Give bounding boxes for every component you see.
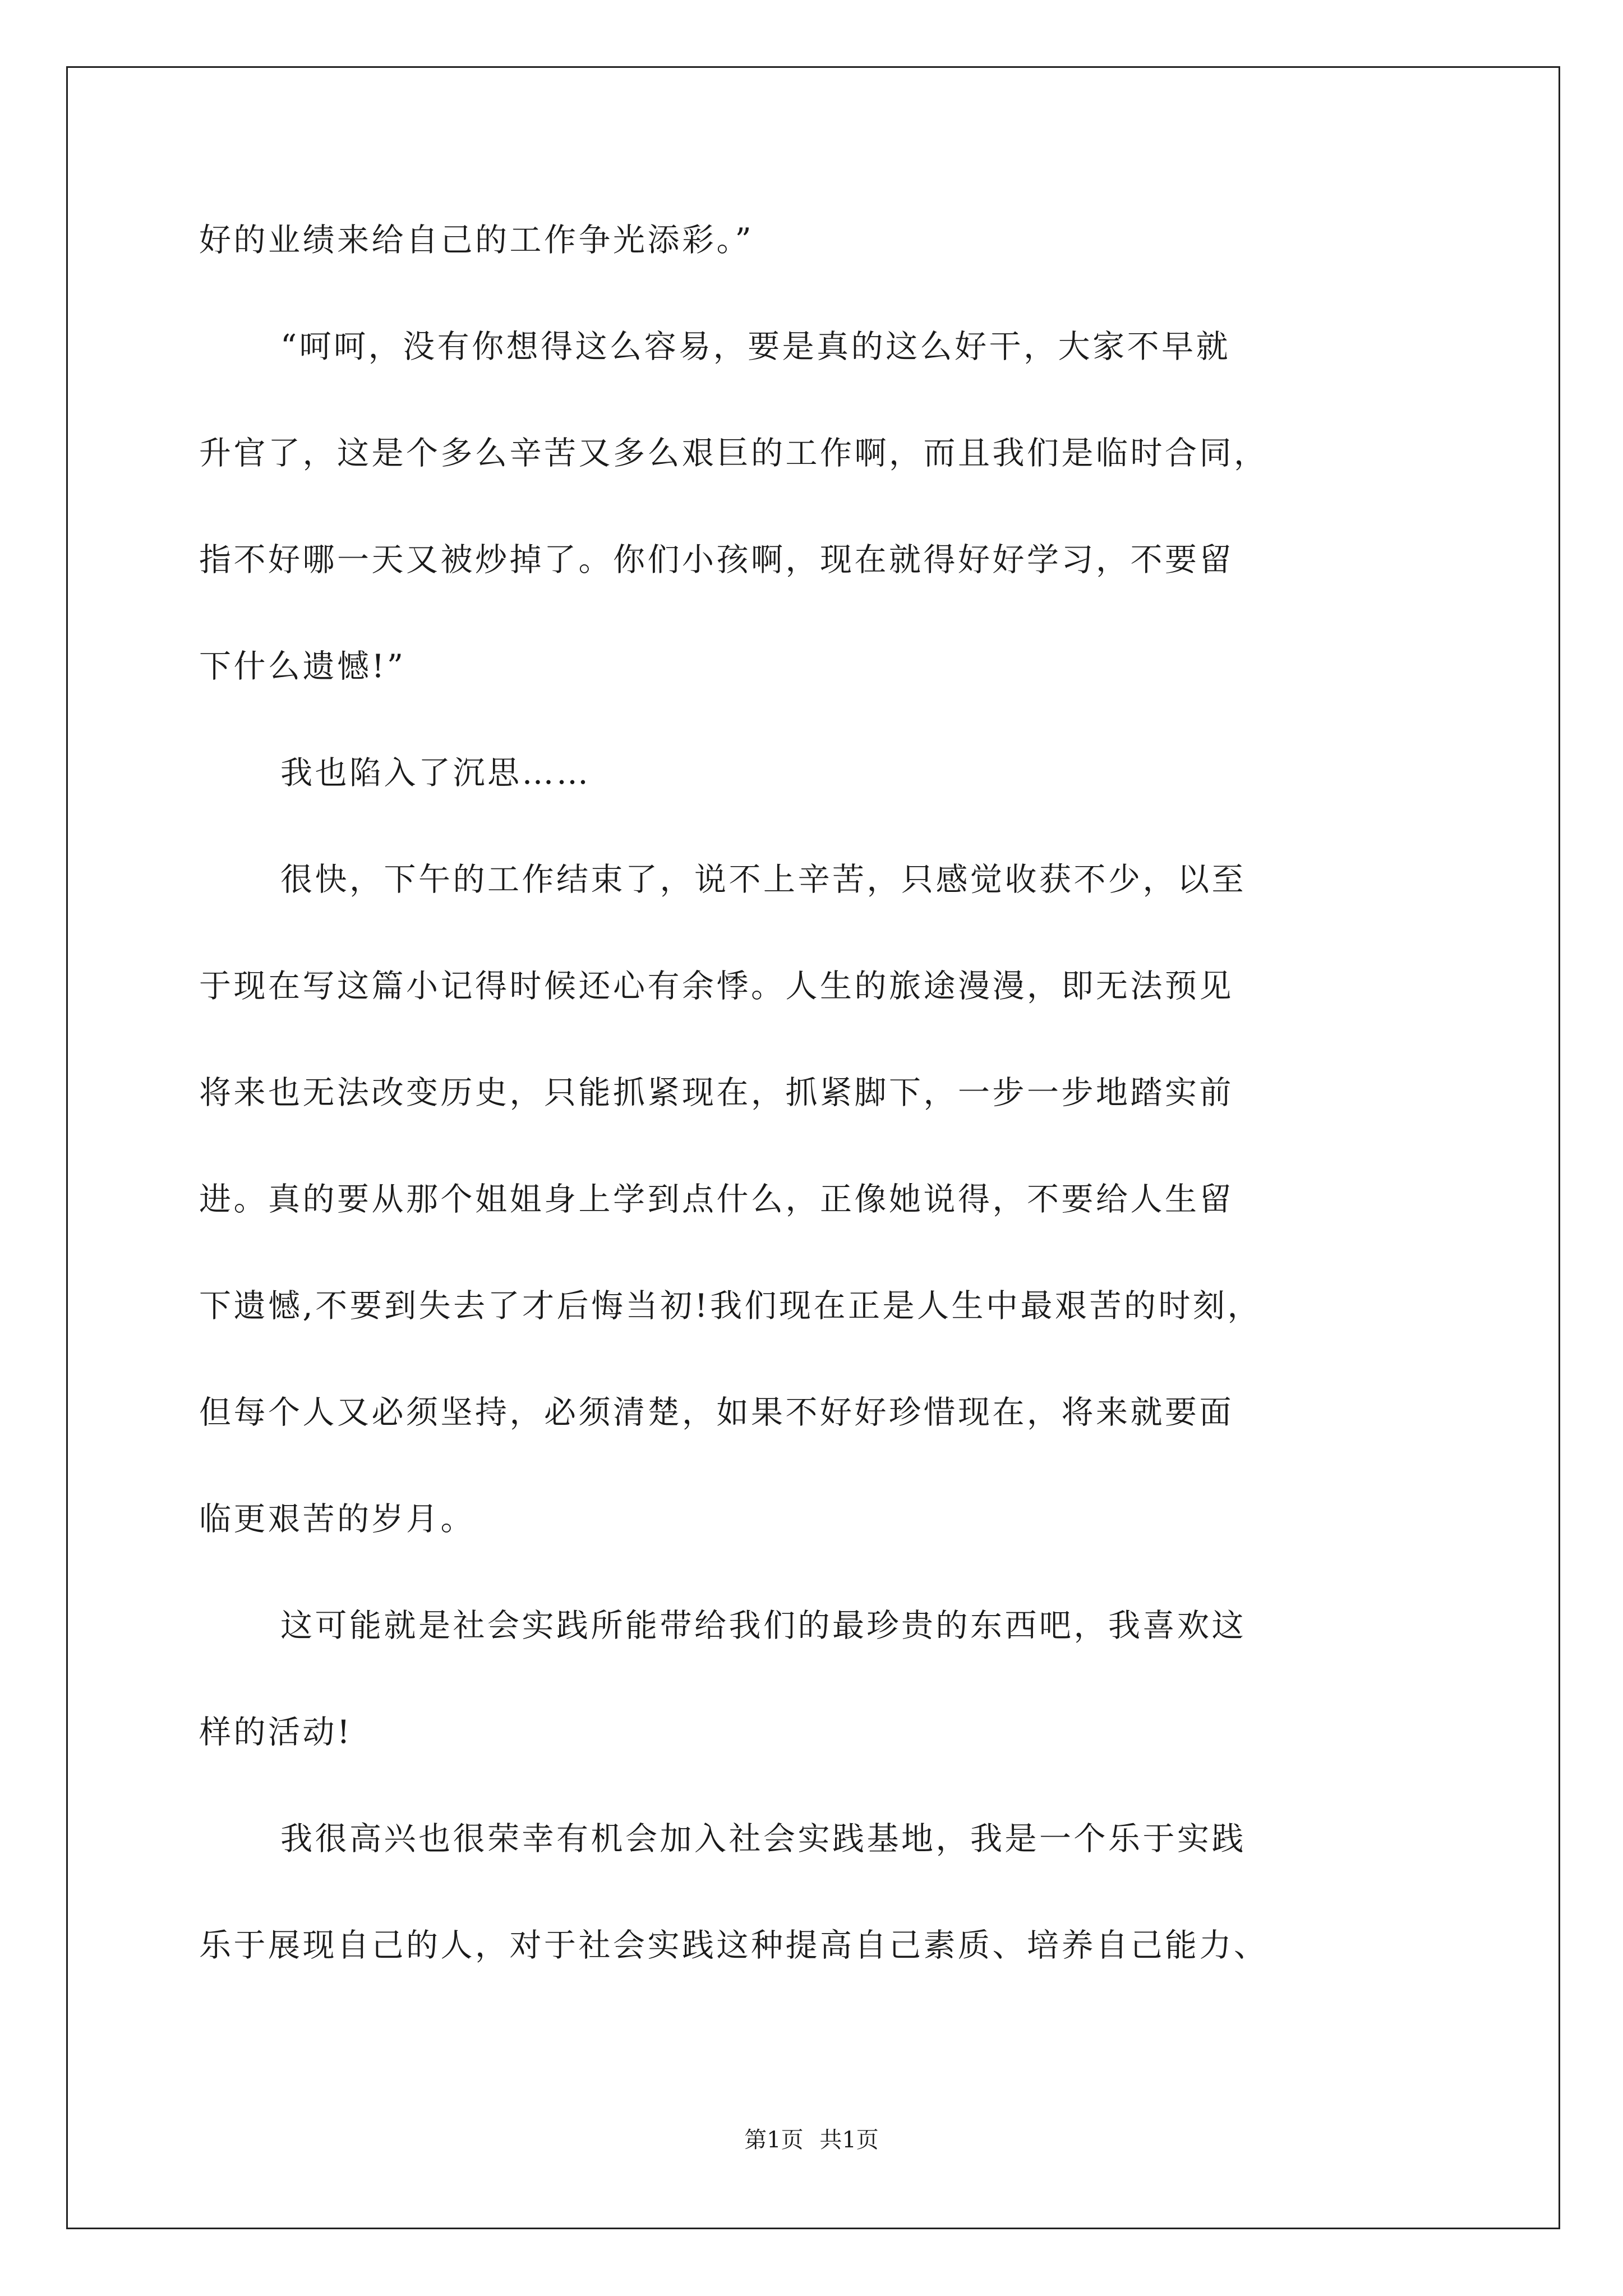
text-line: 我很高兴也很荣幸有机会加入社会实践基地，我是一个乐于实践 xyxy=(280,1820,1246,1857)
text-line: 我也陷入了沉思…… xyxy=(280,754,591,792)
page-total: 共1页 xyxy=(819,2127,879,2153)
text-line: 下遗憾,不要到失去了才后悔当初!我们现在正是人生中最艰苦的时刻， xyxy=(199,1287,1262,1324)
text-line: 这可能就是社会实践所能带给我们的最珍贵的东西吧，我喜欢这 xyxy=(280,1607,1246,1644)
page-footer xyxy=(0,2129,1623,2151)
text-line: 进。真的要从那个姐姐身上学到点什么，正像她说得，不要给人生留 xyxy=(199,1181,1234,1218)
text-line: 指不好哪一天又被炒掉了。你们小孩啊，现在就得好好学习，不要留 xyxy=(199,541,1234,578)
text-line: 乐于展现自己的人，对于社会实践这种提高自己素质、培养自己能力、 xyxy=(199,1927,1269,1964)
text-line: 于现在写这篇小记得时候还心有余悸。人生的旅途漫漫，即无法预见 xyxy=(199,968,1234,1005)
text-line: 好的业绩来给自己的工作争光添彩。” xyxy=(199,222,754,259)
text-line: 但每个人又必须坚持，必须清楚，如果不好好珍惜现在，将来就要面 xyxy=(199,1394,1234,1431)
text-line: 下什么遗憾!” xyxy=(199,648,406,685)
text-line: 临更艰苦的岁月。 xyxy=(199,1501,475,1538)
text-line: 将来也无法改变历史，只能抓紧现在，抓紧脚下，一步一步地踏实前 xyxy=(199,1074,1234,1111)
text-line: 升官了，这是个多么辛苦又多么艰巨的工作啊，而且我们是临时合同， xyxy=(199,435,1269,472)
text-line: “呵呵，没有你想得这么容易，要是真的这么好干，大家不早就 xyxy=(280,328,1231,365)
text-line: 样的活动! xyxy=(199,1714,353,1751)
page-number: 第1页 xyxy=(744,2127,804,2153)
page-border xyxy=(66,66,1560,2229)
text-line: 很快，下午的工作结束了，说不上辛苦，只感觉收获不少，以至 xyxy=(280,861,1246,898)
